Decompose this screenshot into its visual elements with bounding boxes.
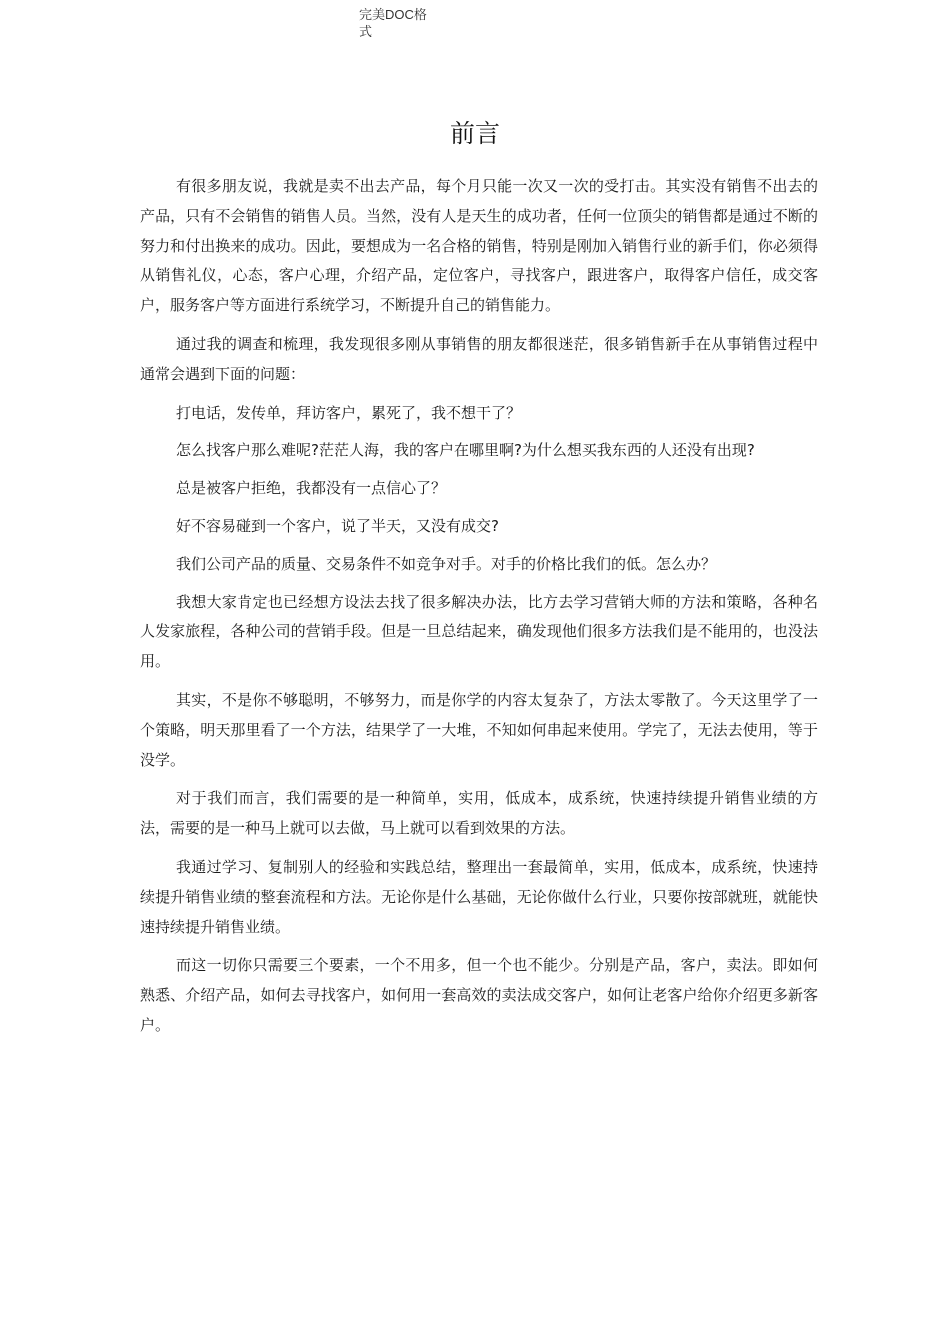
paragraph-need: 对于我们而言，我们需要的是一种简单，实用，低成本，成系统，快速持续提升销售业绩的方法，需要的是一种马上就可以去做，马上就可以看到效果的方法。 bbox=[140, 789, 818, 838]
paragraph-reason: 其实，不是你不够聪明，不够努力，而是你学的内容太复杂了，方法太零散了。今天这里学了一个策略，明天那里看了一个方法，结果学了一大堆，不知如何串起来使用。学完了，无法去使用，等于没学。 bbox=[140, 690, 818, 769]
paragraph-question-1: 打电话，发传单，拜访客户，累死了，我不想干了？ bbox=[176, 403, 522, 422]
paragraph-solutions: 我想大家肯定也已经想方设法去找了很多解决办法，比方去学习营销大师的方法和策略，各种名人发家旅程，各种公司的营销手段。但是一旦总结起来，确发现他们很多方法我们是不能用的，也没法用。 bbox=[140, 592, 818, 671]
document-header-label: 完美DOC格式 bbox=[359, 7, 427, 39]
page-title: 前言 bbox=[449, 119, 500, 148]
paragraph-question-4: 好不容易碰到一个客户，说了半天，又没有成交? bbox=[176, 516, 499, 535]
paragraph-question-2: 怎么找客户那么难呢?茫茫人海，我的客户在哪里啊?为什么想买我东西的人还没有出现? bbox=[176, 441, 755, 460]
paragraph-question-3: 总是被客户拒绝，我都没有一点信心了？ bbox=[176, 479, 447, 498]
document-body bbox=[140, 172, 818, 1041]
paragraph-three-elements: 而这一切你只需要三个要素，一个不用多，但一个也不能少。分别是产品，客户，卖法。即如何熟悉、介绍产品，如何去寻找客户，如何用一套高效的卖法成交客户，如何让老客户给你介绍更多新客户。 bbox=[140, 956, 818, 1034]
paragraph-method: 我通过学习、复制别人的经验和实践总结，整理出一套最简单，实用，低成本，成系统，快速持续提升销售业绩的整套流程和方法。无论你是什么基础，无论你做什么行业，只要你按部就班，就能快速持续提升销售业绩。 bbox=[140, 857, 818, 936]
paragraph-survey: 通过我的调查和梳理，我发现很多刚从事销售的朋友都很迷茫，很多销售新手在从事销售过程中通常会遇到下面的问题： bbox=[140, 334, 818, 383]
paragraph-question-5: 我们公司产品的质量、交易条件不如竞争对手。对手的价格比我们的低。怎么办？ bbox=[176, 554, 717, 573]
paragraph-intro: 有很多朋友说，我就是卖不出去产品，每个月只能一次又一次的受打击。其实没有销售不出去的产品，只有不会销售的销售人员。当然，没有人是天生的成功者，任何一位顶尖的销售都是通过不断的努力和付出换来的成功。因此，要想成为一名合格的销售，特别是刚加入销售行业的新手们，你必须得从销售礼仪，心态，客户心理，介绍产品，定位客户，寻找客户，跟进客户，取得客户信任，成交客户，服务客户等方面进行系统学习，不断提升自己的销售能力。 bbox=[140, 177, 818, 315]
